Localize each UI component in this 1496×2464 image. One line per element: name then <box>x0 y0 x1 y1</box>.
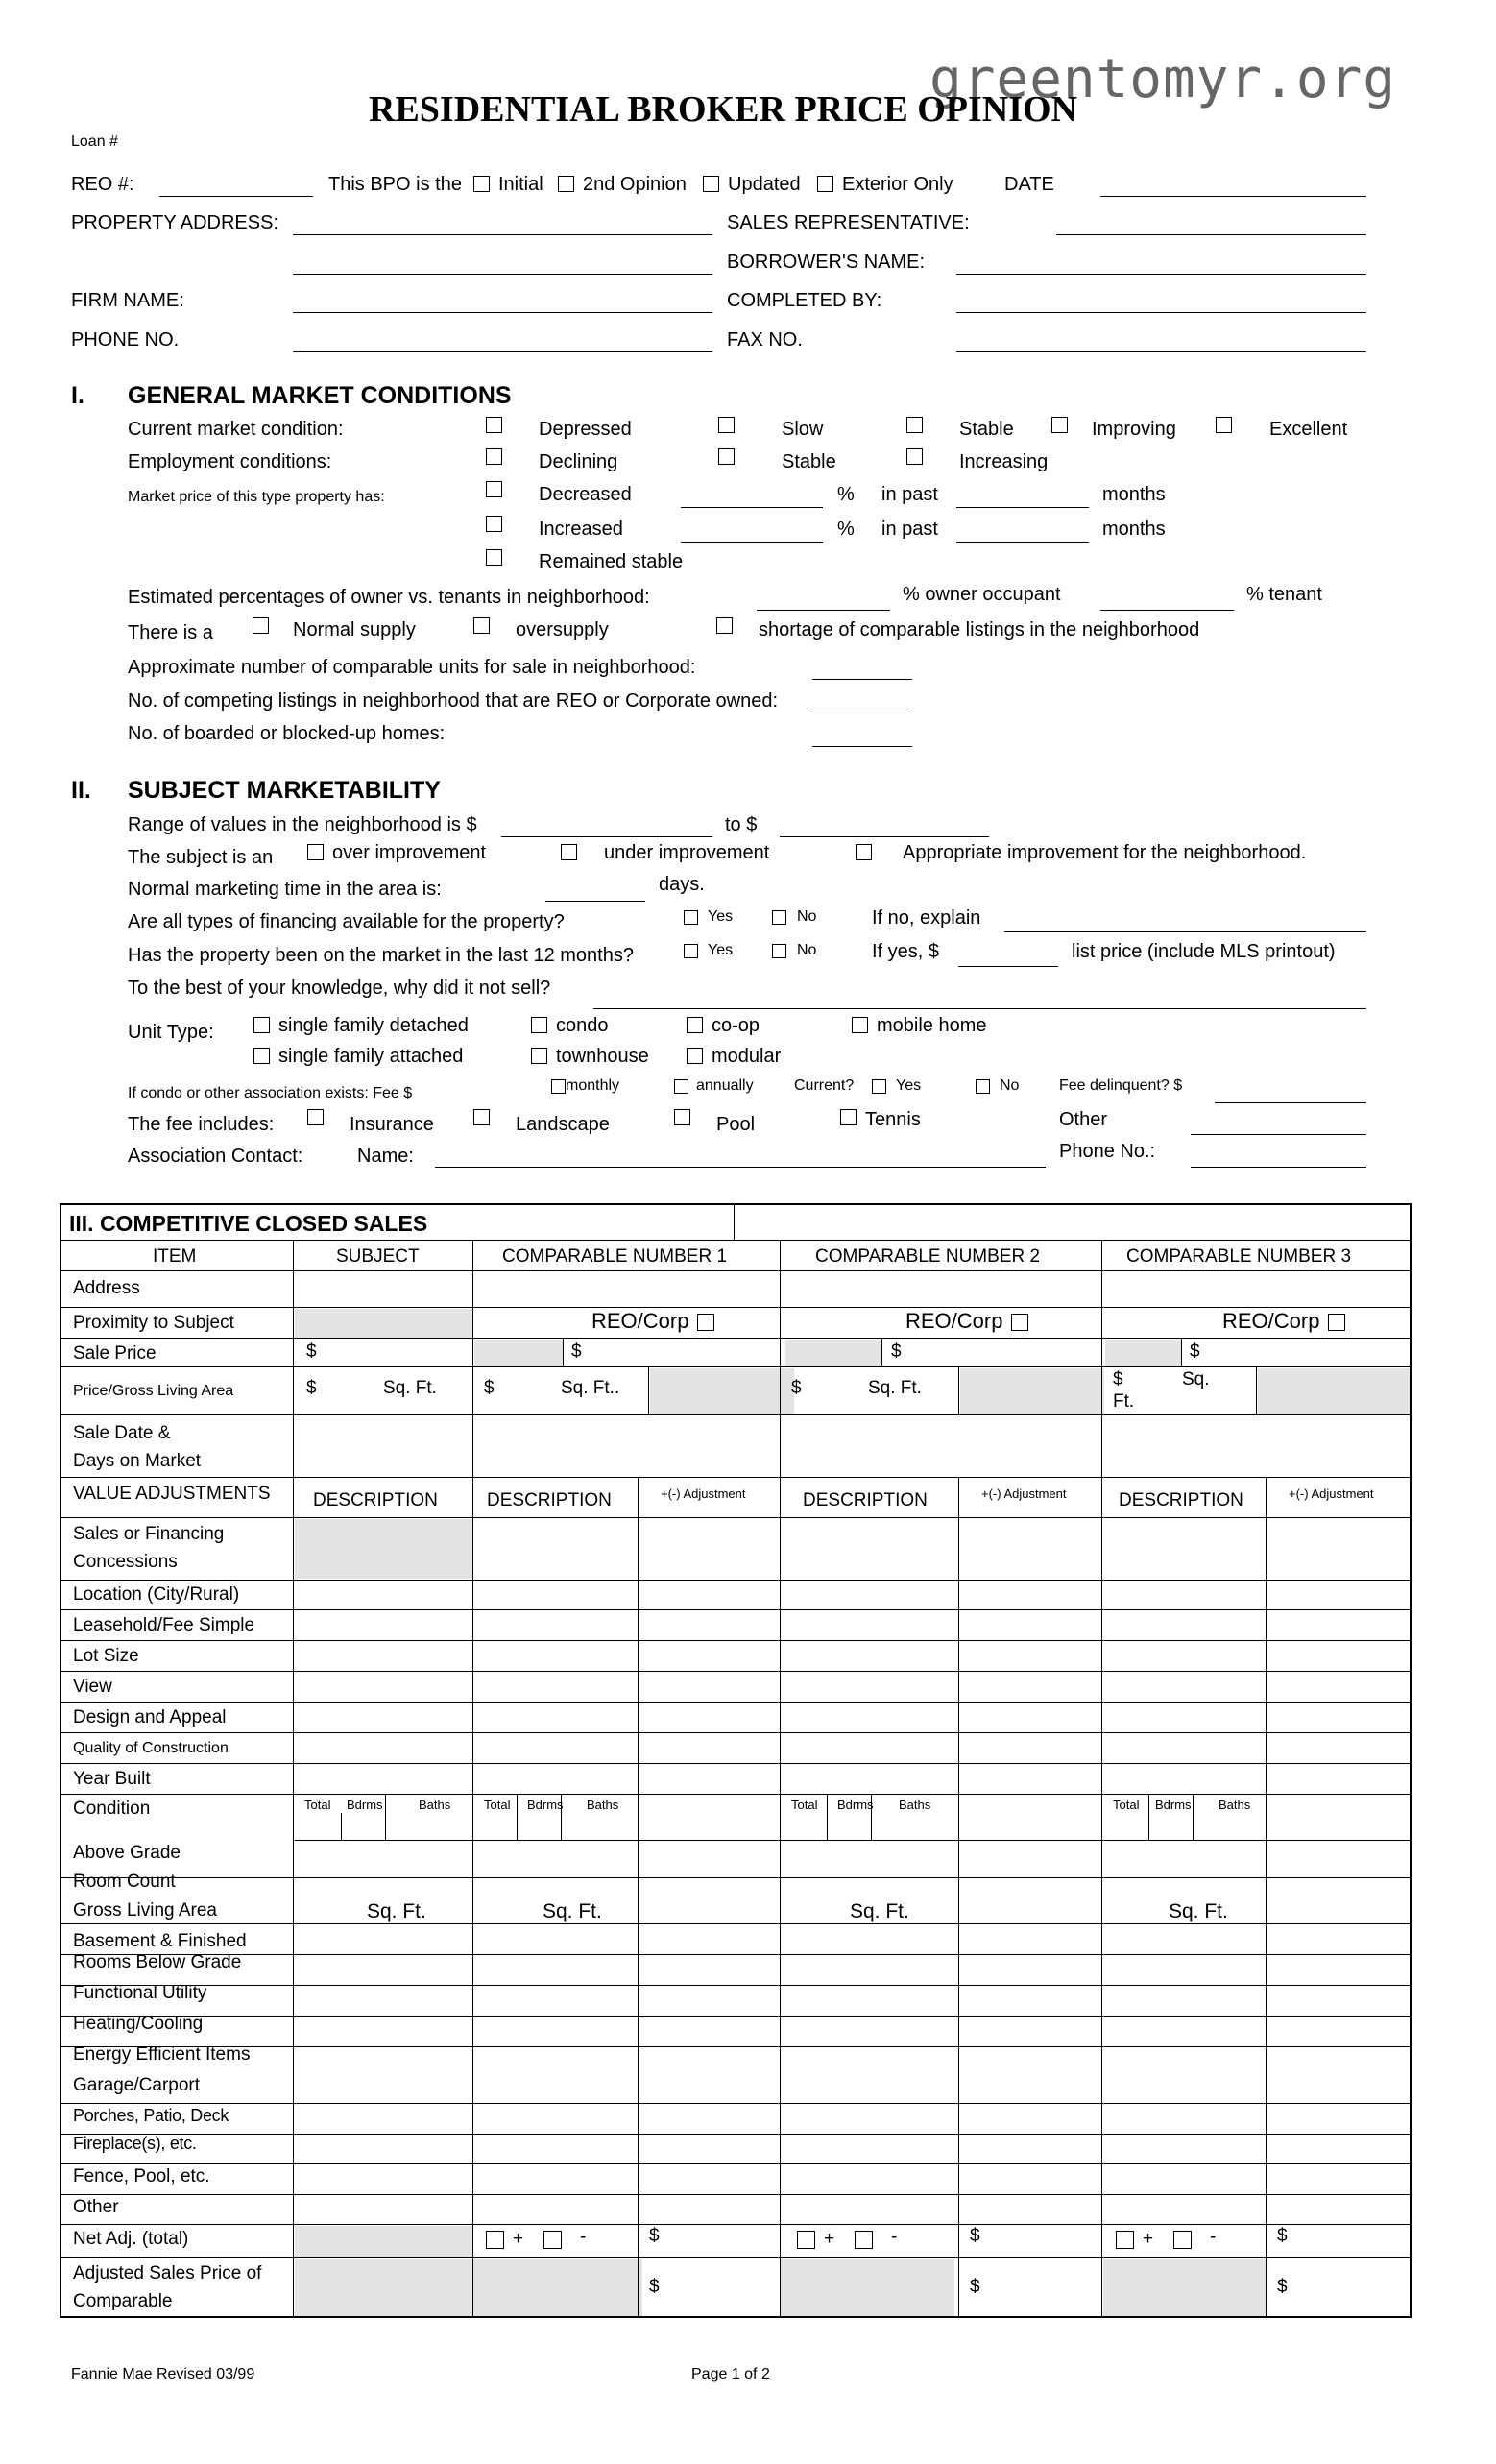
other-field[interactable] <box>1191 1134 1366 1135</box>
comp3-minus-checkbox[interactable] <box>1173 2231 1192 2249</box>
range-to-field[interactable] <box>780 836 989 837</box>
coop-checkbox[interactable] <box>687 1017 703 1033</box>
borrower-label: BORROWER'S NAME: <box>727 252 926 273</box>
financing-no-label: No <box>797 908 817 925</box>
comp2-net-dollar: $ <box>970 2226 980 2246</box>
slow-label: Slow <box>782 419 824 440</box>
shade-adj-price-subject <box>295 2259 642 2316</box>
shade-net-adj-subject <box>295 2226 473 2257</box>
sfd-label: single family detached <box>278 1015 469 1036</box>
current-no-checkbox[interactable] <box>976 1079 990 1094</box>
second-opinion-checkbox[interactable] <box>558 176 574 192</box>
comp2-bdrms-header: Bdrms <box>837 1798 874 1812</box>
col-comp3: COMPARABLE NUMBER 3 <box>1126 1246 1352 1267</box>
sfa-checkbox[interactable] <box>253 1048 270 1064</box>
decreased-checkbox[interactable] <box>486 481 502 497</box>
section-2-title: SUBJECT MARKETABILITY <box>128 777 441 804</box>
declining-label: Declining <box>539 451 618 472</box>
comp3-sale-price-dollar: $ <box>1190 1341 1200 1362</box>
comp1-net-dollar: $ <box>649 2226 660 2246</box>
initial-checkbox[interactable] <box>473 176 490 192</box>
on-market-yes-checkbox[interactable] <box>684 944 698 958</box>
if-no-explain-field[interactable] <box>1004 931 1366 932</box>
watermark: greentomyr.org <box>929 48 1397 110</box>
property-address-label: PROPERTY ADDRESS: <box>71 212 278 233</box>
shade-comp2-gla <box>960 1368 1104 1414</box>
comp2-adj-dollar: $ <box>970 2277 980 2297</box>
row-quality: Quality of Construction <box>73 1740 229 1756</box>
decreased-label: Decreased <box>539 484 632 505</box>
phone-no-label: Phone No.: <box>1059 1141 1156 1162</box>
footer-revision: Fannie Mae Revised 03/99 <box>71 2366 255 2382</box>
improving-checkbox[interactable] <box>1051 417 1068 433</box>
comp2-total-header: Total <box>791 1798 818 1812</box>
financing-label: Are all types of financing available for the property? <box>128 911 565 932</box>
condo-label: condo <box>556 1015 609 1036</box>
row-energy: Energy Efficient Items <box>73 2044 251 2065</box>
col-item: ITEM <box>153 1246 197 1267</box>
slow-checkbox[interactable] <box>718 417 735 433</box>
comp1-adj-dollar: $ <box>649 2277 660 2297</box>
range-to-label: to $ <box>725 814 758 835</box>
fee-delinquent-field[interactable] <box>1215 1102 1366 1103</box>
section-1-title: GENERAL MARKET CONDITIONS <box>128 382 512 409</box>
increasing-label: Increasing <box>959 451 1049 472</box>
row-sale-date: Sale Date & <box>73 1423 171 1443</box>
sales-rep-label: SALES REPRESENTATIVE: <box>727 212 970 233</box>
remained-stable-label: Remained stable <box>539 551 684 572</box>
row-concessions: Concessions <box>73 1552 178 1572</box>
row-basement-1: Basement & Finished <box>73 1931 247 1951</box>
row-sale-price: Sale Price <box>73 1343 157 1364</box>
comp3-description-header: DESCRIPTION <box>1119 1490 1243 1510</box>
approx-units-field[interactable] <box>812 679 912 680</box>
shade-comp1-gla <box>650 1368 794 1414</box>
remained-stable-checkbox[interactable] <box>486 549 502 566</box>
firm-name-field[interactable] <box>293 312 712 313</box>
oversupply-checkbox[interactable] <box>473 617 490 634</box>
financing-yes-label: Yes <box>708 908 734 925</box>
subject-description-header: DESCRIPTION <box>313 1490 438 1510</box>
shade-sales-fin-subject <box>295 1519 473 1579</box>
borrower-field[interactable] <box>956 274 1366 275</box>
townhouse-label: townhouse <box>556 1046 649 1067</box>
sfd-checkbox[interactable] <box>253 1017 270 1033</box>
mobile-home-checkbox[interactable] <box>852 1017 868 1033</box>
increased-pct-field[interactable] <box>681 542 823 543</box>
row-room-count: Room Count <box>73 1872 176 1892</box>
assoc-phone-field[interactable] <box>1191 1167 1366 1168</box>
shade-comp1-price <box>474 1340 563 1366</box>
row-location: Location (City/Rural) <box>73 1584 240 1605</box>
comp2-minus-label: - <box>891 2227 898 2247</box>
increased-months-field[interactable] <box>956 542 1089 543</box>
row-year-built: Year Built <box>73 1769 151 1789</box>
this-bpo-label: This BPO is the <box>328 174 462 195</box>
oversupply-label: oversupply <box>516 619 609 640</box>
financing-no-checkbox[interactable] <box>772 910 786 925</box>
comp3-plus-checkbox[interactable] <box>1116 2231 1134 2249</box>
marketing-time-field[interactable] <box>545 901 645 902</box>
comp2-minus-checkbox[interactable] <box>855 2231 873 2249</box>
comp1-reo-corp-checkbox[interactable] <box>697 1314 714 1331</box>
row-fence: Fence, Pool, etc. <box>73 2166 210 2186</box>
fax-field[interactable] <box>956 351 1366 352</box>
on-market-label: Has the property been on the market in the last 12 months? <box>128 945 634 966</box>
excellent-checkbox[interactable] <box>1216 417 1232 433</box>
comp3-net-dollar: $ <box>1277 2226 1288 2246</box>
market-price-label: Market price of this type property has: <box>128 489 385 505</box>
phone-field[interactable] <box>293 351 712 352</box>
comp3-gla-ft: Ft. <box>1113 1391 1135 1412</box>
shortage-label: shortage of comparable listings in the neighborhood <box>759 619 1200 640</box>
section-1-number: I. <box>71 382 84 409</box>
comp1-gla-sqft: Sq. Ft.. <box>561 1378 620 1398</box>
depressed-label: Depressed <box>539 419 632 440</box>
tenant-field[interactable] <box>1100 610 1234 611</box>
row-fireplace: Fireplace(s), etc. <box>73 2134 197 2153</box>
annually-label: annually <box>696 1077 754 1094</box>
row-adj-price-1: Adjusted Sales Price of <box>73 2263 262 2283</box>
increased-label: Increased <box>539 519 623 540</box>
subject-is-label: The subject is an <box>128 847 274 868</box>
on-market-no-label: No <box>797 942 817 958</box>
employment-label: Employment conditions: <box>128 451 332 472</box>
row-porches: Porches, Patio, Deck <box>73 2106 229 2125</box>
comp1-sale-price-dollar: $ <box>571 1341 582 1362</box>
modular-checkbox[interactable] <box>687 1048 703 1064</box>
range-label: Range of values in the neighborhood is $ <box>128 814 477 835</box>
comp1-total-header: Total <box>484 1798 511 1812</box>
increased-in-past-label: in past <box>881 519 938 540</box>
townhouse-checkbox[interactable] <box>531 1048 547 1064</box>
there-is-label: There is a <box>128 622 213 643</box>
est-pct-label: Estimated percentages of owner vs. tenants in neighborhood: <box>128 587 650 608</box>
comp3-minus-label: - <box>1210 2227 1217 2247</box>
on-market-yes-label: Yes <box>708 942 734 958</box>
assoc-contact-label: Association Contact: <box>128 1146 303 1167</box>
list-price-field[interactable] <box>958 966 1058 967</box>
row-condition: Condition <box>73 1799 151 1819</box>
landscape-checkbox[interactable] <box>473 1109 490 1125</box>
exterior-only-checkbox[interactable] <box>817 176 833 192</box>
row-other: Other <box>73 2197 119 2217</box>
row-days-market: Days on Market <box>73 1451 202 1471</box>
current-label: Current? <box>794 1077 855 1094</box>
shade-comp3-price <box>1105 1340 1181 1366</box>
under-improvement-checkbox[interactable] <box>561 844 577 860</box>
row-above-grade: Above Grade <box>73 1843 181 1863</box>
current-yes-checkbox[interactable] <box>872 1079 886 1094</box>
stable-checkbox[interactable] <box>906 417 923 433</box>
row-lot-size: Lot Size <box>73 1646 139 1666</box>
on-market-no-checkbox[interactable] <box>772 944 786 958</box>
comp3-reo-corp-label: REO/Corp <box>1222 1309 1320 1333</box>
comp2-adjustment-header: +(-) Adjustment <box>981 1486 1067 1501</box>
row-sales-financing: Sales or Financing <box>73 1524 225 1544</box>
tennis-checkbox[interactable] <box>840 1109 857 1125</box>
if-condo-label: If condo or other association exists: Fee $ <box>128 1085 413 1101</box>
under-improvement-label: under improvement <box>604 842 770 863</box>
if-yes-label: If yes, $ <box>872 941 940 962</box>
over-improvement-checkbox[interactable] <box>307 844 324 860</box>
pool-label: Pool <box>716 1114 756 1135</box>
mobile-home-label: mobile home <box>877 1015 987 1036</box>
approx-units-label: Approximate number of comparable units for sale in neighborhood: <box>128 657 696 678</box>
landscape-label: Landscape <box>516 1114 610 1135</box>
comp2-reo-corp-checkbox[interactable] <box>1011 1314 1028 1331</box>
financing-yes-checkbox[interactable] <box>684 910 698 925</box>
date-field[interactable] <box>1100 196 1366 197</box>
insurance-label: Insurance <box>350 1114 434 1135</box>
current-no-label: No <box>1000 1077 1020 1094</box>
competitive-sales-table <box>60 1203 1412 2318</box>
insurance-checkbox[interactable] <box>307 1109 324 1125</box>
col-subject: SUBJECT <box>336 1246 420 1267</box>
reo-field[interactable] <box>159 196 313 197</box>
comp2-description-header: DESCRIPTION <box>803 1490 928 1510</box>
modular-label: modular <box>712 1046 782 1067</box>
comp2-gla-sqft: Sq. Ft. <box>868 1378 922 1398</box>
comp1-baths-header: Baths <box>587 1798 619 1812</box>
subject-gla-sqft-label: Sq. Ft. <box>367 1900 426 1922</box>
row-net-adj: Net Adj. (total) <box>73 2229 189 2249</box>
comp2-baths-header: Baths <box>899 1798 931 1812</box>
normal-supply-label: Normal supply <box>293 619 416 640</box>
over-improvement-label: over improvement <box>332 842 487 863</box>
comp2-gla-dollar: $ <box>791 1378 802 1398</box>
employment-stable-checkbox[interactable] <box>718 448 735 465</box>
col-comp2: COMPARABLE NUMBER 2 <box>815 1246 1041 1267</box>
declining-checkbox[interactable] <box>486 448 502 465</box>
comp3-adj-dollar: $ <box>1277 2277 1288 2297</box>
comp2-gla-sqft-label: Sq. Ft. <box>850 1900 909 1922</box>
current-market-label: Current market condition: <box>128 419 344 440</box>
increased-checkbox[interactable] <box>486 516 502 532</box>
unit-type-label: Unit Type: <box>128 1022 214 1043</box>
comp1-description-header: DESCRIPTION <box>487 1490 612 1510</box>
decreased-pct-sign: % <box>837 484 855 505</box>
comp3-baths-header: Baths <box>1219 1798 1251 1812</box>
completed-by-label: COMPLETED BY: <box>727 290 882 311</box>
date-label: DATE <box>1004 174 1054 195</box>
row-view: View <box>73 1677 112 1697</box>
fee-delinquent-label: Fee delinquent? $ <box>1059 1077 1183 1094</box>
updated-label: Updated <box>728 174 801 195</box>
pool-checkbox[interactable] <box>674 1109 690 1125</box>
monthly-label: monthly <box>566 1077 620 1094</box>
comp3-gla-sq: Sq. <box>1182 1369 1210 1389</box>
depressed-checkbox[interactable] <box>486 417 502 433</box>
decreased-months-field[interactable] <box>956 507 1089 508</box>
comp3-adjustment-header: +(-) Adjustment <box>1289 1486 1374 1501</box>
decreased-pct-field[interactable] <box>681 507 823 508</box>
increased-months-label: months <box>1102 519 1166 540</box>
decreased-in-past-label: in past <box>881 484 938 505</box>
comp3-reo-corp-checkbox[interactable] <box>1328 1314 1345 1331</box>
boarded-label: No. of boarded or blocked-up homes: <box>128 723 446 744</box>
fee-includes-label: The fee includes: <box>128 1114 275 1135</box>
row-price-gla: Price/Gross Living Area <box>73 1383 234 1399</box>
subject-gla-dollar: $ <box>306 1378 317 1398</box>
stable-label: Stable <box>959 419 1014 440</box>
row-design: Design and Appeal <box>73 1707 227 1727</box>
col-comp1: COMPARABLE NUMBER 1 <box>502 1246 728 1267</box>
comp3-total-header: Total <box>1113 1798 1140 1812</box>
days-label: days. <box>659 874 705 895</box>
increased-pct-sign: % <box>837 519 855 540</box>
why-not-sell-field[interactable] <box>593 1008 1366 1009</box>
row-value-adjustments: VALUE ADJUSTMENTS <box>73 1484 271 1504</box>
normal-supply-checkbox[interactable] <box>253 617 269 634</box>
annually-checkbox[interactable] <box>674 1079 688 1094</box>
monthly-checkbox[interactable] <box>551 1079 566 1094</box>
appropriate-improvement-label: Appropriate improvement for the neighborhood. <box>903 842 1307 863</box>
subject-bdrms-header: Bdrms <box>347 1798 383 1812</box>
appropriate-improvement-checkbox[interactable] <box>856 844 872 860</box>
comp1-gla-sqft-label: Sq. Ft. <box>543 1900 602 1922</box>
row-basement-2: Rooms Below Grade <box>73 1952 242 1972</box>
property-address-field-2[interactable] <box>293 274 712 275</box>
current-yes-label: Yes <box>896 1077 922 1094</box>
range-from-field[interactable] <box>501 836 712 837</box>
owner-occ-label: % owner occupant <box>903 584 1061 605</box>
comp1-minus-checkbox[interactable] <box>543 2231 562 2249</box>
coop-label: co-op <box>712 1015 760 1036</box>
comp1-adjustment-header: +(-) Adjustment <box>661 1486 746 1501</box>
sales-rep-field[interactable] <box>1056 234 1366 235</box>
other-label: Other <box>1059 1109 1108 1130</box>
row-functional: Functional Utility <box>73 1983 207 2003</box>
comp1-bdrms-header: Bdrms <box>527 1798 564 1812</box>
shade-comp2-price <box>785 1340 881 1366</box>
property-address-field[interactable] <box>293 234 712 235</box>
comp3-plus-label: + <box>1143 2229 1154 2249</box>
footer-page: Page 1 of 2 <box>691 2366 770 2382</box>
why-not-sell-label: To the best of your knowledge, why did it not sell? <box>128 978 551 999</box>
employment-stable-label: Stable <box>782 451 836 472</box>
list-price-label: list price (include MLS printout) <box>1072 941 1336 962</box>
fax-label: FAX NO. <box>727 329 803 350</box>
reo-label: REO #: <box>71 174 134 195</box>
sfa-label: single family attached <box>278 1046 464 1067</box>
owner-occ-field[interactable] <box>757 610 890 611</box>
assoc-name-label: Name: <box>357 1146 414 1167</box>
row-adj-price-2: Comparable <box>73 2291 173 2311</box>
decreased-months-label: months <box>1102 484 1166 505</box>
loan-label: Loan # <box>71 133 118 150</box>
comp3-gla-sqft-label: Sq. Ft. <box>1169 1900 1228 1922</box>
subject-gla-sqft: Sq. Ft. <box>383 1378 437 1398</box>
updated-checkbox[interactable] <box>703 176 719 192</box>
competing-label: No. of competing listings in neighborhood that are REO or Corporate owned: <box>128 690 779 712</box>
row-gla: Gross Living Area <box>73 1900 217 1920</box>
comp3-bdrms-header: Bdrms <box>1155 1798 1192 1812</box>
comp1-reo-corp-label: REO/Corp <box>591 1309 689 1333</box>
subject-sale-price-dollar: $ <box>306 1341 317 1362</box>
row-heating: Heating/Cooling <box>73 2014 204 2034</box>
subject-baths-header: Baths <box>419 1798 451 1812</box>
phone-label: PHONE NO. <box>71 329 180 350</box>
exterior-only-label: Exterior Only <box>842 174 953 195</box>
shade-comp3-gla <box>1258 1368 1410 1414</box>
tenant-label: % tenant <box>1246 584 1322 605</box>
comp1-minus-label: - <box>580 2227 587 2247</box>
completed-by-field[interactable] <box>956 312 1366 313</box>
comp2-plus-checkbox[interactable] <box>797 2231 815 2249</box>
excellent-label: Excellent <box>1269 419 1348 440</box>
shade-adj-price-comp3 <box>1103 2259 1267 2316</box>
comp2-plus-label: + <box>824 2229 835 2249</box>
comp1-plus-label: + <box>513 2229 524 2249</box>
boarded-field[interactable] <box>812 746 912 747</box>
second-opinion-label: 2nd Opinion <box>583 174 687 195</box>
firm-name-label: FIRM NAME: <box>71 290 184 311</box>
shortage-checkbox[interactable] <box>716 617 733 634</box>
tennis-label: Tennis <box>865 1109 921 1130</box>
assoc-name-field[interactable] <box>435 1167 1046 1168</box>
section-2-number: II. <box>71 777 91 804</box>
row-address: Address <box>73 1278 140 1298</box>
comp2-sale-price-dollar: $ <box>891 1341 902 1362</box>
page-title: RESIDENTIAL BROKER PRICE OPINION <box>369 89 1077 130</box>
condo-checkbox[interactable] <box>531 1017 547 1033</box>
initial-label: Initial <box>498 174 543 195</box>
shade-adj-price-comp2 <box>780 2259 954 2316</box>
comp1-plus-checkbox[interactable] <box>486 2231 504 2249</box>
increasing-checkbox[interactable] <box>906 448 923 465</box>
improving-label: Improving <box>1092 419 1176 440</box>
row-leasehold: Leasehold/Fee Simple <box>73 1615 255 1635</box>
comp3-gla-dollar: $ <box>1113 1369 1123 1389</box>
if-no-label: If no, explain <box>872 907 981 929</box>
section-3-title: III. COMPETITIVE CLOSED SALES <box>69 1211 428 1236</box>
row-garage: Garage/Carport <box>73 2075 201 2095</box>
comp1-gla-dollar: $ <box>484 1378 495 1398</box>
subject-total-header: Total <box>304 1798 331 1812</box>
marketing-time-label: Normal marketing time in the area is: <box>128 879 442 900</box>
comp2-reo-corp-label: REO/Corp <box>905 1309 1003 1333</box>
shade-proximity-subject <box>295 1309 473 1338</box>
row-proximity: Proximity to Subject <box>73 1313 234 1333</box>
